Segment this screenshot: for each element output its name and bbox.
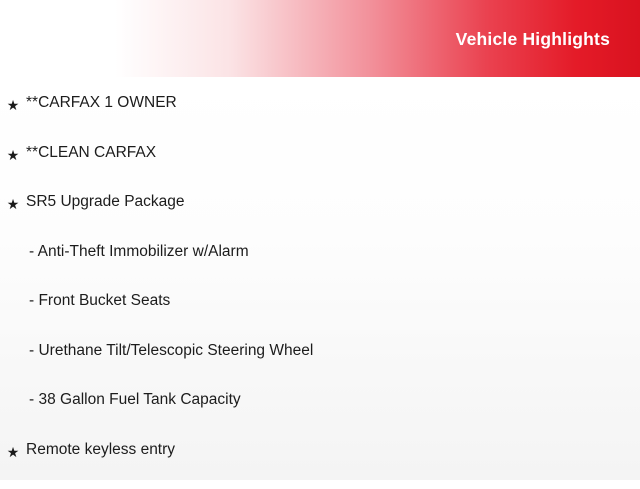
list-item-label: - Front Bucket Seats xyxy=(26,291,170,311)
star-icon: ★ xyxy=(0,192,26,214)
list-item xyxy=(0,440,640,489)
list-item xyxy=(0,390,640,440)
star-icon: ★ xyxy=(0,93,26,115)
header-banner xyxy=(0,0,640,77)
highlights-list xyxy=(0,77,640,480)
list-item-label: Remote keyless entry xyxy=(26,440,175,460)
list-item xyxy=(0,242,640,292)
star-icon: ★ xyxy=(0,440,26,462)
star-icon: ★ xyxy=(0,143,26,165)
list-item xyxy=(0,291,640,341)
list-item xyxy=(0,93,640,143)
list-item-label: - 38 Gallon Fuel Tank Capacity xyxy=(26,390,241,410)
list-item-label: - Anti-Theft Immobilizer w/Alarm xyxy=(26,242,249,262)
list-item xyxy=(0,192,640,242)
list-item-label: SR5 Upgrade Package xyxy=(26,192,185,212)
list-item-label: **CARFAX 1 OWNER xyxy=(26,93,177,113)
list-item xyxy=(0,341,640,391)
list-item-label: - Urethane Tilt/Telescopic Steering Wheel xyxy=(26,341,313,361)
list-item-label: **CLEAN CARFAX xyxy=(26,143,156,163)
list-item xyxy=(0,143,640,193)
page-title: Vehicle Highlights xyxy=(456,31,610,49)
